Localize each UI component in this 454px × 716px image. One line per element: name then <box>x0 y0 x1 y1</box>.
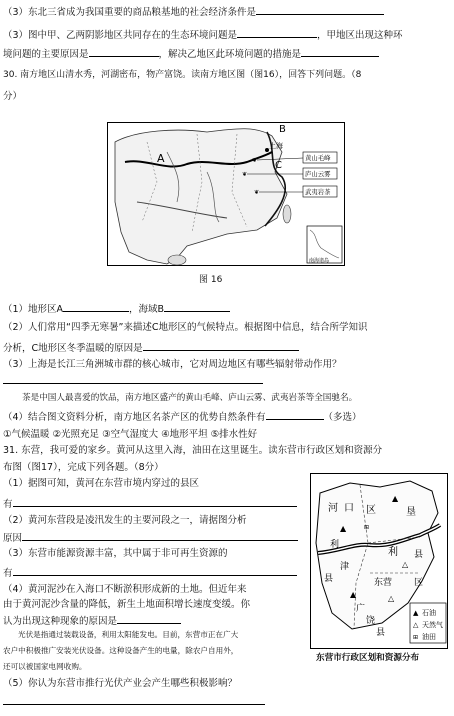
district-label: 垦 <box>406 507 416 518</box>
q3-ecology: （3）图中甲、乙两阴影地区共同存在的生态环境问题是 ，甲地区出现这种环 <box>3 27 403 42</box>
dongying-map <box>310 473 448 649</box>
q31-3a: （3）东营市能源资源丰富，其中属于非可再生资源的 <box>3 548 228 559</box>
district-label: 县 <box>376 628 386 638</box>
q30-4: （4）结合图文资料分析，南方地区名茶产区的优势自然条件有 （多选） <box>3 409 362 424</box>
q31-intro-b: 布图（图17），完成下列各题。（8分） <box>3 462 164 473</box>
district-label: 利 <box>330 540 340 550</box>
answer-blank[interactable] <box>63 301 129 312</box>
map17-caption: 东营市行政区划和资源分布 <box>316 653 420 663</box>
q31-5: （5）你认为东营市推行光伏产业会产生哪些积极影响？ <box>3 678 238 689</box>
q30-1: （1）地形区A ，海域B <box>3 301 230 316</box>
q30-3: （3）上海是长江三角洲城市群的核心城市，它对周边地区有哪些辐射带动作用？ <box>3 359 342 370</box>
answer-blank[interactable] <box>143 340 299 351</box>
district-label: 广 <box>356 604 366 614</box>
district-label: 河 <box>328 503 338 514</box>
answer-blank[interactable] <box>164 301 230 312</box>
island <box>283 205 291 223</box>
q30-4-options: ①气候温暖 ②光照充足 ③空气湿度大 ④地形平坦 ⑤排水性好 <box>3 429 258 440</box>
answer-blank[interactable] <box>237 27 317 38</box>
q3-northeast: （3）东北三省成为我国重要的商品粮基地的社会经济条件是 <box>3 4 384 19</box>
tea-leaf-icon: ❦ <box>242 171 248 178</box>
legend-oilfield: 油田 <box>422 633 436 641</box>
district-label: 津 <box>340 562 350 572</box>
solar-text-b: 农户中积极推广安装光伏设备。这种设备产生的电量，除农户自用外， <box>3 646 239 655</box>
legend-oil: 石油 <box>422 609 436 617</box>
answer-blank[interactable] <box>266 409 324 420</box>
map16-caption: 图 16 <box>199 275 223 285</box>
legend-gas: 天然气 <box>422 621 443 629</box>
label-b: B <box>279 124 286 135</box>
tea-leaf-icon: ❦ <box>254 189 260 196</box>
oil-icon: ▲ <box>340 524 347 533</box>
district-label: 区 <box>366 505 376 516</box>
q31-4b: 由于黄河泥沙含量的降低，新生土地面积增长速度变缓。你 <box>3 599 251 610</box>
q31-5-answer-line <box>3 694 265 709</box>
oil-icon: ▲ <box>413 609 419 617</box>
q31-2b: 原因 <box>3 530 298 545</box>
south-china-map <box>107 122 345 266</box>
tea-leaf-icon: ❦ <box>252 157 258 164</box>
oil-icon: ▲ <box>350 590 357 599</box>
answer-blank[interactable] <box>117 613 181 624</box>
answer-blank[interactable] <box>89 46 159 57</box>
tea-wuyi: 武夷岩茶 <box>305 188 331 196</box>
q30-2a: （2）人们常用“四季无寒暑”来描述C地形区的气候特点。根据图中信息，结合所学知识 <box>3 322 368 333</box>
q30-intro: 30. 南方地区山清水秀，河湖密布，物产富饶。读南方地区图（图16），回答下列问题。（8 <box>3 70 362 80</box>
answer-blank[interactable] <box>13 565 297 576</box>
district-label: 利 <box>388 547 398 558</box>
inset-label: 南海诸岛 <box>309 258 330 264</box>
answer-blank[interactable] <box>256 4 384 15</box>
answer-blank[interactable] <box>22 530 298 541</box>
shanghai-label: 上海 <box>269 142 283 150</box>
district-label: 饶 <box>366 616 376 626</box>
island <box>168 255 186 265</box>
answer-blank[interactable] <box>3 373 263 384</box>
salt-field-icon: ⊞ <box>413 634 419 641</box>
label-c: C <box>275 160 282 171</box>
district-label: 口 <box>344 503 354 514</box>
district-label: 区 <box>414 578 424 588</box>
gas-icon: △ <box>413 621 419 629</box>
answer-blank[interactable] <box>3 694 265 705</box>
q30-score: 分） <box>3 91 23 102</box>
q31-intro-a: 31. 东营，我可爱的家乡。黄河从这里入海，油田在这里诞生。读东营市行政区划和资源分 <box>3 445 383 456</box>
q30-3-answer-line <box>3 373 263 388</box>
salt-field-icon: ⊞ <box>364 524 370 531</box>
district-label: 县 <box>324 574 334 584</box>
tea-text: 茶是中国人最喜爱的饮品，南方地区盛产的黄山毛峰、庐山云雾、武夷岩茶等全国驰名。 <box>22 393 358 403</box>
q3-reason: 境问题的主要原因是 ，解决乙地区此环境问题的措施是 <box>3 46 379 61</box>
district-label: 县 <box>414 550 424 560</box>
q31-4c: 认为出现这种现象的原因是 <box>3 613 181 628</box>
oil-icon: ▲ <box>392 494 399 503</box>
answer-blank[interactable] <box>13 496 297 507</box>
q31-2a: （2）黄河东营段是凌汛发生的主要河段之一，请据图分析 <box>3 515 247 526</box>
q31-4a: （4）黄河泥沙在入海口不断淤积形成新的土地。但近年来 <box>3 584 247 595</box>
tea-huangshan: 黄山毛峰 <box>305 154 331 162</box>
gas-icon: △ <box>388 594 395 603</box>
q31-1b: 有 <box>3 496 297 511</box>
solar-text-c: 还可以被国家电网收购。 <box>3 662 87 671</box>
q31-3b: 有 <box>3 565 297 580</box>
district-label: 东营 <box>374 578 393 588</box>
solar-text-a: 光伏是指通过装载设备，利用太阳能发电。目前，东营市正在广大 <box>18 630 239 639</box>
gas-icon: △ <box>402 560 409 569</box>
answer-blank[interactable] <box>301 46 379 57</box>
q31-1a: （1）据图可知，黄河在东营市境内穿过的县区 <box>3 478 200 489</box>
label-a: A <box>157 152 165 165</box>
tea-lushan: 庐山云雾 <box>305 170 331 178</box>
q30-2b: 分析，C地形区冬季温暖的原因是 <box>3 340 299 355</box>
